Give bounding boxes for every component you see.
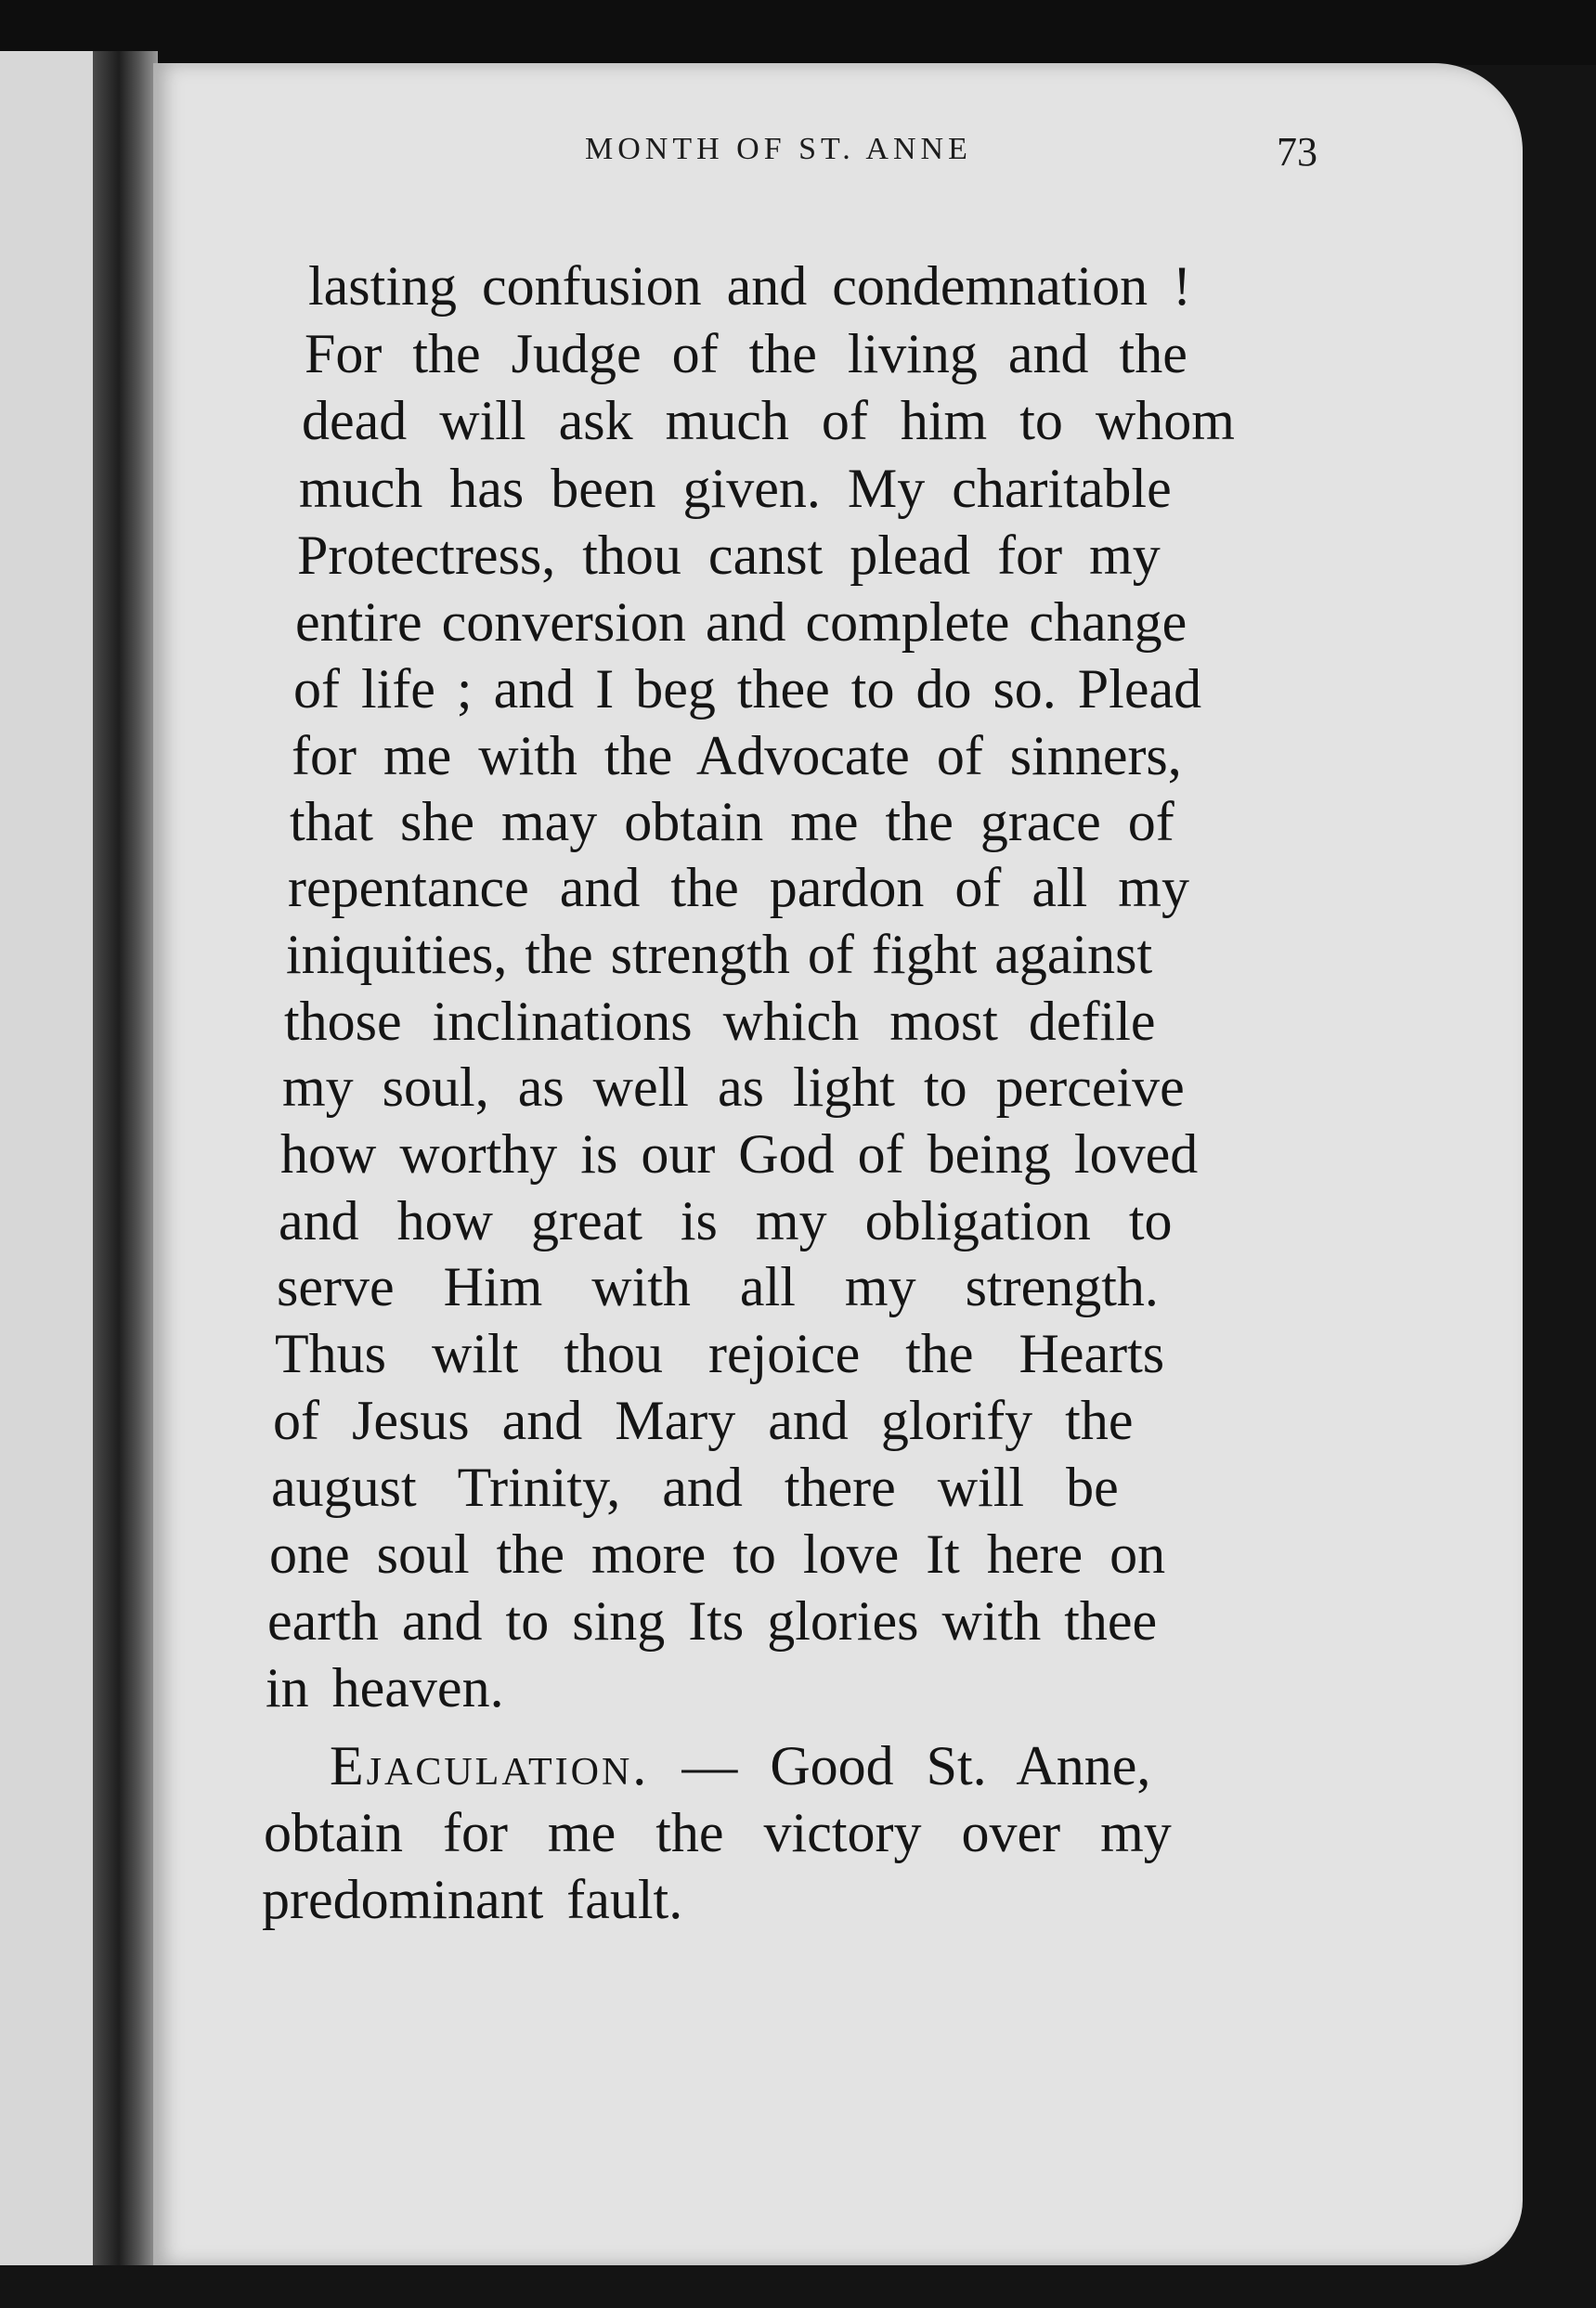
- text-line: and how great is my obligation to: [279, 1190, 1173, 1251]
- text-line: serve Him with all my strength.: [277, 1256, 1159, 1317]
- text-line: of Jesus and Mary and glorify the: [273, 1390, 1134, 1451]
- text-line: of life ; and I beg thee to do so. Plead: [293, 658, 1202, 720]
- text-line: dead will ask much of him to whom: [302, 390, 1235, 451]
- scan-backdrop: [0, 0, 1596, 65]
- running-title: MONTH OF ST. ANNE: [585, 132, 972, 166]
- text-line: Thus wilt thou rejoice the Hearts: [275, 1323, 1165, 1384]
- text-line: my soul, as well as light to perceive: [282, 1057, 1185, 1118]
- ejaculation-label: Ejaculation.: [330, 1735, 650, 1796]
- text-line: that she may obtain me the grace of: [290, 791, 1174, 852]
- text-line: Protectress, thou canst plead for my: [297, 525, 1161, 586]
- text-line: obtain for me the victory over my: [264, 1802, 1172, 1863]
- page-number: 73: [1277, 129, 1317, 175]
- text-line: august Trinity, and there will be: [271, 1457, 1119, 1518]
- book-page: [153, 63, 1523, 2265]
- text-line: iniquities, the strength of fight against: [286, 924, 1153, 985]
- text-line: in heaven.: [266, 1657, 504, 1718]
- text-line: lasting confusion and condemnation !: [308, 255, 1192, 317]
- text-line: much has been given. My charitable: [299, 458, 1172, 519]
- text-line: one soul the more to love It here on: [269, 1524, 1166, 1585]
- text-line: For the Judge of the living and the: [305, 323, 1187, 384]
- ejaculation-line: [330, 1735, 1151, 1796]
- text-line: repentance and the pardon of all my: [288, 857, 1189, 918]
- text-line: predominant fault.: [262, 1869, 683, 1930]
- text-line: how worthy is our God of being loved: [280, 1123, 1199, 1185]
- text-line: earth and to sing Its glories with thee: [267, 1590, 1158, 1652]
- text-line: those inclinations which most defile: [284, 991, 1156, 1052]
- book-spine-shadow: [93, 51, 158, 2265]
- ejaculation-text: — Good St. Anne,: [649, 1735, 1151, 1796]
- text-line: for me with the Advocate of sinners,: [292, 725, 1182, 786]
- text-line: entire conversion and complete change: [295, 591, 1187, 653]
